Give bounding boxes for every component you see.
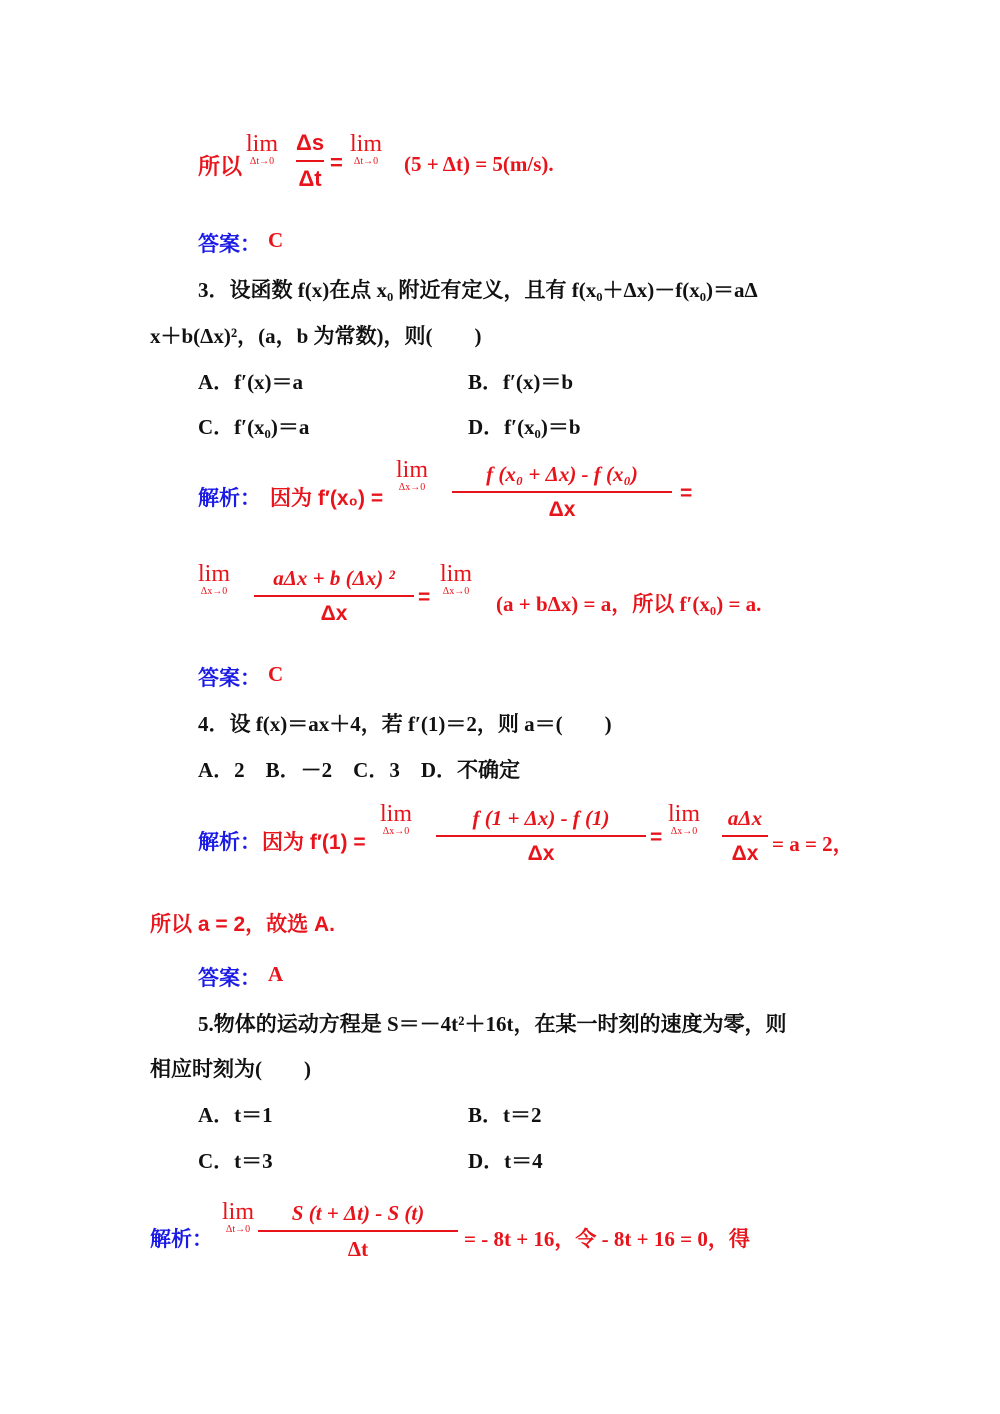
option-b: B．t＝2 bbox=[468, 1103, 542, 1127]
fraction-denominator: Δx bbox=[527, 842, 555, 865]
question-text-line2: 相应时刻为( ) bbox=[150, 1057, 311, 1081]
fraction-denominator: Δx bbox=[548, 498, 576, 521]
lim-subscript: Δt→0 bbox=[249, 156, 275, 167]
option-d: D．t＝4 bbox=[468, 1149, 543, 1173]
fraction-bar bbox=[296, 160, 324, 162]
analysis-label: 解析： bbox=[150, 1228, 213, 1251]
question-text-line1: 4．设 f(x)＝ax＋4，若 f′(1)＝2，则 a＝( ) bbox=[198, 712, 612, 736]
lim-subscript: Δx→0 bbox=[670, 826, 698, 837]
lim-word: lim bbox=[668, 801, 701, 827]
fraction-numerator: Δs bbox=[296, 130, 325, 155]
fraction bbox=[258, 1200, 458, 1262]
lim-subscript: Δt→0 bbox=[225, 1224, 251, 1235]
limit-symbol bbox=[380, 802, 412, 838]
question-text-line2: x＋b(Δx)²，(a，b 为常数)，则( ) bbox=[150, 324, 482, 348]
analysis-result: = - 8t + 16，令 - 8t + 16 = 0，得 bbox=[464, 1227, 750, 1251]
limit-symbol bbox=[440, 562, 472, 598]
lim-word: lim bbox=[198, 561, 231, 587]
option-c: C．f′(x₀)＝a bbox=[198, 415, 310, 439]
limit-symbol bbox=[396, 458, 428, 494]
fraction bbox=[452, 461, 672, 523]
limit-symbol bbox=[246, 132, 278, 168]
lim-word: lim bbox=[440, 561, 473, 587]
answer-label: 答案： bbox=[198, 967, 261, 990]
fraction-bar bbox=[254, 595, 414, 597]
analysis-label: 解析： bbox=[198, 487, 261, 510]
answer-label: 答案： bbox=[198, 233, 261, 256]
fraction-numerator: aΔx + b (Δx) ² bbox=[273, 566, 395, 590]
answer-value: C bbox=[268, 228, 284, 252]
option-a: A．t＝1 bbox=[198, 1103, 273, 1127]
analysis-result: (a + bΔx) = a，所以 f′(x₀) = a. bbox=[496, 592, 762, 616]
option-c: C．t＝3 bbox=[198, 1149, 273, 1173]
lim-word: lim bbox=[350, 131, 383, 157]
options-line: A．2 B．－2 C．3 D．不确定 bbox=[198, 758, 521, 782]
fraction bbox=[296, 130, 324, 192]
answer-value: C bbox=[268, 662, 284, 686]
answer-value: A bbox=[268, 962, 284, 986]
lim-subscript: Δx→0 bbox=[442, 586, 470, 597]
option-a: A．f′(x)＝a bbox=[198, 370, 304, 394]
lim-word: lim bbox=[380, 801, 413, 827]
fraction bbox=[722, 805, 768, 867]
fraction-bar bbox=[452, 491, 672, 493]
fraction-denominator: Δx bbox=[731, 842, 759, 865]
lim-word: lim bbox=[222, 1199, 255, 1225]
solution-prefix: 所以 bbox=[198, 154, 243, 179]
analysis-prefix: 因为 f′(x₀) = bbox=[270, 487, 384, 510]
analysis-label: 解析： bbox=[198, 831, 261, 854]
fraction-denominator: Δt bbox=[298, 166, 322, 191]
equals-sign: = bbox=[650, 826, 663, 849]
fraction-bar bbox=[722, 835, 768, 837]
fraction-numerator: aΔx bbox=[727, 806, 763, 830]
equals-sign: = bbox=[330, 150, 343, 175]
option-d: D．f′(x₀)＝b bbox=[468, 415, 581, 439]
analysis-prefix: 因为 f′(1) = bbox=[262, 831, 366, 854]
equals-sign: = bbox=[680, 482, 693, 505]
lim-word: lim bbox=[246, 131, 279, 157]
fraction-bar bbox=[258, 1230, 458, 1232]
question-text-line1: 5.物体的运动方程是 S＝－4t²＋16t，在某一时刻的速度为零，则 bbox=[198, 1012, 787, 1036]
analysis-result: = a = 2， bbox=[772, 832, 854, 856]
analysis-conclusion: 所以 a = 2，故选 A. bbox=[150, 913, 335, 936]
answer-label: 答案： bbox=[198, 667, 261, 690]
lim-subscript: Δx→0 bbox=[200, 586, 228, 597]
question-text-line1: 3．设函数 f(x)在点 x₀ 附近有定义，且有 f(x₀＋Δx)－f(x₀)＝aΔ bbox=[198, 278, 758, 302]
fraction bbox=[436, 805, 646, 867]
limit-symbol bbox=[350, 132, 382, 168]
limit-symbol bbox=[668, 802, 700, 838]
fraction-denominator: Δx bbox=[320, 602, 348, 625]
equals-sign: = bbox=[418, 586, 431, 609]
lim-word: lim bbox=[396, 457, 429, 483]
option-b: B．f′(x)＝b bbox=[468, 370, 574, 394]
fraction-numerator: f (1 + Δx) - f (1) bbox=[472, 806, 610, 830]
fraction-denominator: Δt bbox=[347, 1237, 369, 1261]
fraction bbox=[254, 565, 414, 627]
fraction-bar bbox=[436, 835, 646, 837]
lim-subscript: Δx→0 bbox=[382, 826, 410, 837]
limit-symbol bbox=[198, 562, 230, 598]
solution-result: (5 + Δt) = 5(m/s). bbox=[404, 152, 554, 176]
limit-symbol bbox=[222, 1200, 254, 1236]
lim-subscript: Δt→0 bbox=[353, 156, 379, 167]
fraction-numerator: S (t + Δt) - S (t) bbox=[291, 1201, 425, 1225]
fraction-numerator: f (x₀ + Δx) - f (x₀) bbox=[486, 462, 638, 486]
lim-subscript: Δx→0 bbox=[398, 482, 426, 493]
